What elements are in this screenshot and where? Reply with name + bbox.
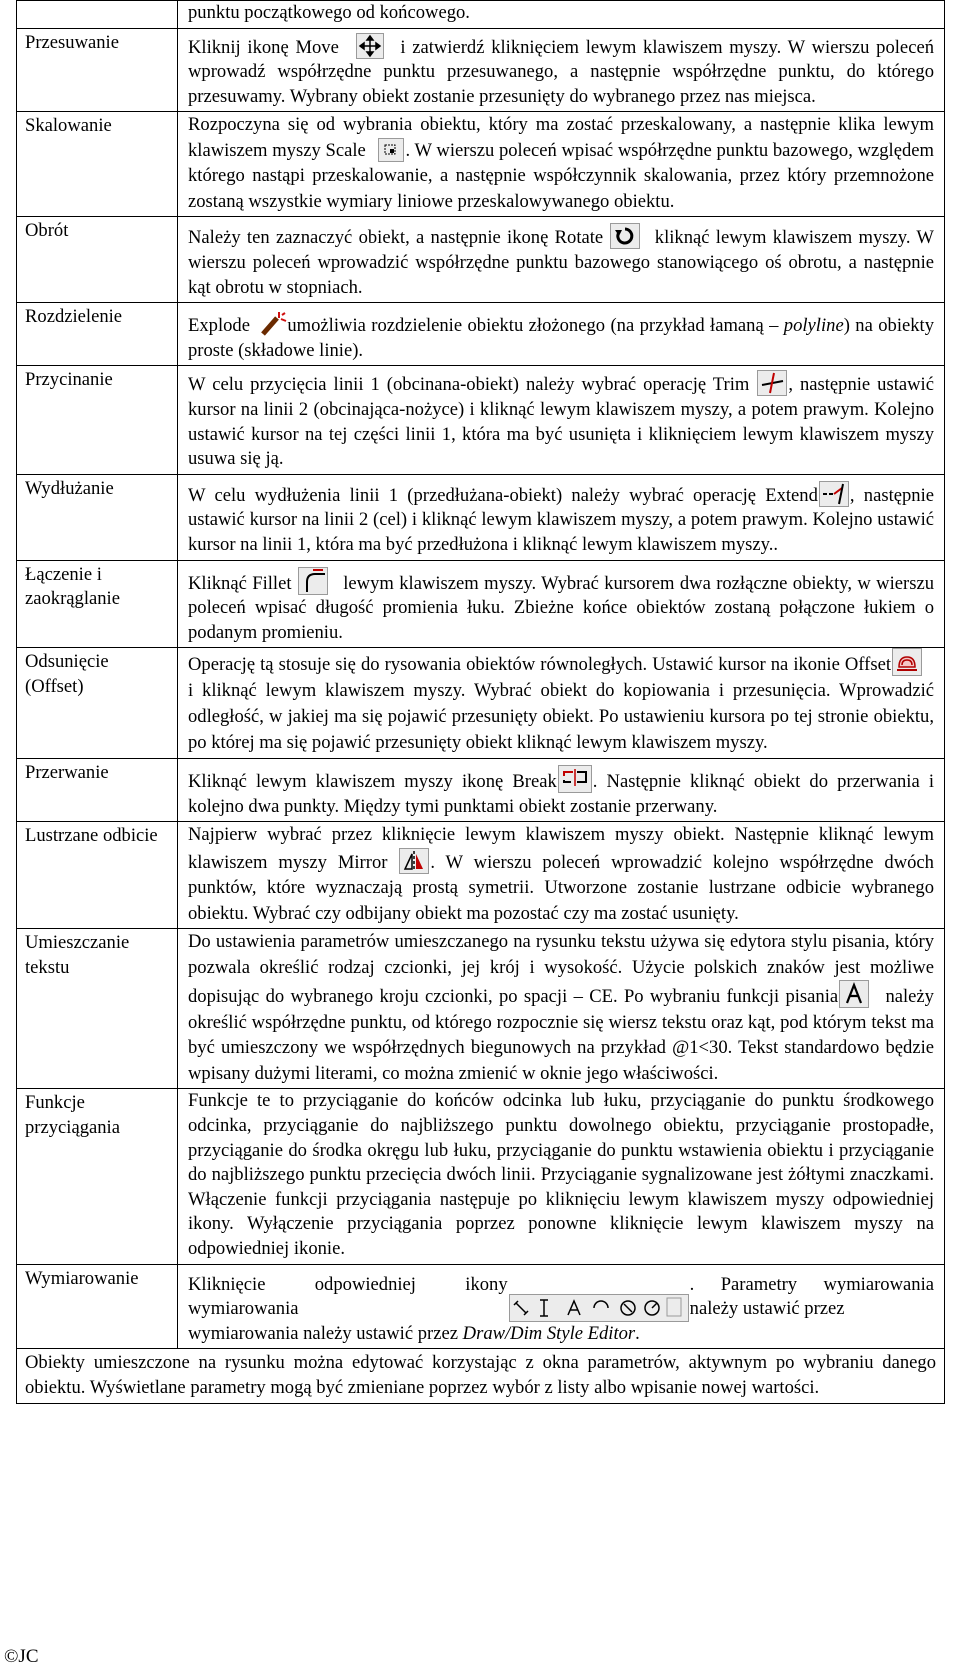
- break-icon: [558, 765, 592, 793]
- term-label: Przesuwanie: [25, 31, 119, 53]
- table-row: [17, 474, 945, 560]
- footnote-text: Obiekty umieszczone na rysunku można edytować korzystając z okna parametrów, aktywnym po wybraniu danego obiektu. Wyświetlane parametry mogą być zmieniane poprzez wybór z listy albo wpisanie nowej wartości.: [25, 1352, 936, 1398]
- term-cell: [17, 366, 178, 474]
- description-text: Do ustawienia parametrów umieszczanego na rysunku tekstu używa się edytora stylu pisania, który pozwala określić rodzaj czcionki, jej krój i wysokość. Użycie polskich znaków jest możliwe dopisując do wybranego kroju czcionki, po spacji – CE. Po wybraniu funkcji pisania: [188, 931, 934, 1008]
- description-text: ) na obiekty proste (składowe linie).: [188, 315, 934, 361]
- description-cell: [178, 560, 945, 648]
- term-cell: [17, 28, 178, 112]
- explode-icon: [256, 309, 286, 337]
- description-cell: [178, 217, 945, 303]
- description-text: .: [635, 1322, 640, 1344]
- description-text: . W wierszu poleceń wpisać współrzędne punktu bazowego, względem którego nastąpi przeskalowanie, a następnie współczynnik skalowania, przez który przemnożone zostaną wszystkie wymiary liniowe przeskalowywanego obiektu.: [188, 139, 934, 212]
- table-row: [17, 759, 945, 822]
- description-cell: [178, 474, 945, 560]
- term-label: Lustrzane odbicie: [25, 825, 158, 847]
- document-page: [16, 0, 944, 1404]
- table-row: [17, 648, 945, 759]
- description-text: umożliwia rozdzielenie obiektu złożonego (na przykład łamaną –: [287, 315, 784, 337]
- term-label: Funkcje przyciągania: [25, 1092, 120, 1139]
- move-icon: [356, 33, 384, 59]
- description-text: kliknąć lewym klawiszem myszy. W wierszu poleceń wprowadzić współrzędne punktu bazowego stanowiącego oś obrotu, a następnie kąt obrotu w stopniach.: [188, 227, 934, 298]
- footnote-cell: [17, 1349, 945, 1403]
- description-text: , następnie ustawić kursor na linii 2 (obcinająca-nożyce) i kliknąć lewym klawiszem myszy, a potem prawym. Kolejno ustawić kursor na tej części linii 1, która ma być usunięta i kliknięciem lewym klawiszem myszy usuwa się ją.: [188, 374, 934, 470]
- description-text: Kliknij ikonę Move: [188, 36, 339, 58]
- scale-icon: [378, 138, 404, 162]
- description-cell: [178, 822, 945, 929]
- description-cell: [178, 366, 945, 474]
- mirror-icon: [399, 848, 429, 874]
- description-text: . Następnie kliknąć obiekt do przerwania i kolejno dwa punkty. Między tymi punktami obiekt zostanie przerwany.: [188, 771, 934, 817]
- description-cell: [178, 1, 945, 29]
- table-row: [17, 929, 945, 1089]
- description-cell: [178, 929, 945, 1089]
- term-cell: [17, 1, 178, 29]
- description-text: Kliknąć lewym klawiszem myszy ikonę Break: [188, 771, 557, 793]
- description-text: . W wierszu poleceń wprowadzić kolejno współrzędne dwóch punktów, które wyznaczają prostą symetrii. Utworzone zostanie lustrzane odbicie wybranego obiektu. Wybrać czy odbijany obiekt ma pozostać czy ma zostać usunięty.: [188, 851, 934, 924]
- table-row: [17, 303, 945, 366]
- table-row: [17, 1264, 945, 1349]
- term-cell: [17, 929, 178, 1089]
- description-cell: [178, 303, 945, 366]
- term-cell: [17, 112, 178, 217]
- term-label: Odsunięcie (Offset): [25, 651, 109, 697]
- term-label: Wydłużanie: [25, 477, 114, 499]
- description-cell: [178, 759, 945, 822]
- description-text-italic: Draw/Dim Style Editor: [462, 1322, 636, 1344]
- description-text: Najpierw wybrać przez kliknięcie lewym klawiszem myszy obiekt. Następnie kliknąć lewym klawiszem myszy Mirror: [188, 824, 934, 873]
- term-label: Wymiarowanie: [25, 1267, 139, 1289]
- description-cell: [178, 112, 945, 217]
- term-cell: [17, 822, 178, 929]
- term-label: Obrót: [25, 220, 69, 242]
- rotate-icon: [610, 223, 640, 249]
- description-text: Rozpoczyna się od wybrania obiektu, który ma zostać przeskalowany, a następnie klika lewym klawiszem myszy Scale: [188, 114, 934, 161]
- term-label: Przycinanie: [25, 369, 113, 391]
- description-text: i kliknąć lewym klawiszem myszy. Wybrać obiekt do kopiowania i przesunięcia. Wprowadzić odległość, w jakiej ma się pojawić przesunięty obiekt. Po ustawieniu kursora po tej stronie obiektu, po której ma się pojawić przesunięty obiekt kliknąć lewym klawiszem myszy.: [188, 680, 934, 754]
- table-row: [17, 1349, 945, 1403]
- description-text: punktu początkowego od końcowego.: [188, 2, 470, 23]
- description-text: W celu przycięcia linii 1 (obcinana-obiekt) należy wybrać operację Trim: [188, 374, 750, 396]
- table-row: [17, 217, 945, 303]
- term-cell: [17, 759, 178, 822]
- term-cell: [17, 303, 178, 366]
- extend-icon: [819, 481, 849, 507]
- term-cell: [17, 217, 178, 303]
- description-text: W celu wydłużenia linii 1 (przedłużana-obiekt) należy wybrać operację Extend: [188, 484, 818, 506]
- term-label: Skalowanie: [25, 115, 112, 137]
- description-text: Kliknąć Fillet: [188, 572, 292, 594]
- description-text: . Parametry wymiarowania należy ustawić przez: [689, 1273, 934, 1320]
- description-text: należy określić współrzędne punktu, od którego rozpocznie się wiersz tekstu oraz kąt, pod którym tekst ma być umieszczony we współrzędnych biegunowych na przykład @1<30. Tekst standardowo będzie wpisany dużymi literami, co można zmienić w oknie jego właściwości.: [188, 986, 934, 1084]
- trim-icon: [757, 370, 787, 396]
- fillet-icon: [298, 567, 328, 595]
- dimension-line: [188, 1273, 934, 1322]
- command-table: [16, 0, 945, 1404]
- description-cell: [178, 1264, 945, 1349]
- description-cell: [178, 28, 945, 112]
- description-text: lewym klawiszem myszy. Wybrać kursorem dwa rozłączne obiekty, w wierszu poleceń wpisać długość promienia łuku. Zbieżne końce obiektów zostaną połączone łukiem o podanym promieniu.: [188, 572, 934, 643]
- description-text: Explode: [188, 315, 250, 337]
- term-label: Przerwanie: [25, 762, 109, 784]
- term-cell: [17, 648, 178, 759]
- table-row: [17, 28, 945, 112]
- table-row: [17, 366, 945, 474]
- description-text: Funkcje te to przyciąganie do końców odcinka lub łuku, przyciąganie do punktu środkowego odcinka, przyciąganie do najbliższego punktu dowolnego obiektu, przyciąganie prostopadłe, przyciąganie do środka okręgu lub łuku, przyciąganie do punktu wstawienia obiektu i przyciąganie do najbliższego punktu przecięcia dwóch linii. Przyciąganie sygnalizowane jest żółtymi znaczkami. Włączenie funkcji przyciągania następuje po kliknięciu lewym klawiszem myszy odpowiedniej ikony. Wyłączenie przyciągania poprzez ponowne kliknięcie lewym klawiszem myszy na odpowiedniej ikonie.: [188, 1090, 934, 1260]
- copyright-footer: ©JC: [4, 1646, 39, 1667]
- description-text: Operację tą stosuje się do rysowania obiektów równoległych. Ustawić kursor na ikonie Offset: [188, 654, 891, 676]
- table-row: [17, 1, 945, 29]
- term-cell: [17, 1264, 178, 1349]
- term-label: Rozdzielenie: [25, 306, 123, 328]
- term-cell: [17, 1089, 178, 1264]
- term-cell: [17, 474, 178, 560]
- offset-icon: [892, 648, 922, 676]
- term-label: Umieszczanie tekstu: [25, 932, 130, 979]
- table-row: [17, 112, 945, 217]
- dimension-toolbar-icons: [509, 1294, 689, 1322]
- description-cell: [178, 648, 945, 759]
- dimension-line-2: wymiarowania należy ustawić przez Draw/Dim Style Editor.: [188, 1322, 640, 1344]
- term-cell: [17, 560, 178, 648]
- description-text: Należy ten zaznaczyć obiekt, a następnie ikonę Rotate: [188, 227, 604, 249]
- description-text: i zatwierdź kliknięciem lewym klawiszem myszy. W wierszu poleceń wprowadź współrzędne punktu przesuwanego, a następnie współrzędne punktu, do którego przesuwamy. Wybrany obiekt zostanie przesunięty do wybranego przez nas miejsca.: [188, 36, 934, 107]
- description-text: Kliknięcie odpowiedniej ikony wymiarowania: [188, 1273, 508, 1320]
- description-cell: [178, 1089, 945, 1264]
- table-row: [17, 560, 945, 648]
- table-row: [17, 822, 945, 929]
- term-label: Łączenie i zaokrąglanie: [25, 563, 120, 610]
- description-text-italic: polyline: [783, 315, 844, 337]
- text-icon: [839, 980, 869, 1008]
- table-row: [17, 1089, 945, 1264]
- description-text: , następnie ustawić kursor na linii 2 (cel) i kliknąć lewym klawiszem myszy, a potem prawym. Kolejno ustawić kursor na linii 1, która ma być przedłużona i kliknąć lewym klawiszem myszy..: [188, 484, 934, 555]
